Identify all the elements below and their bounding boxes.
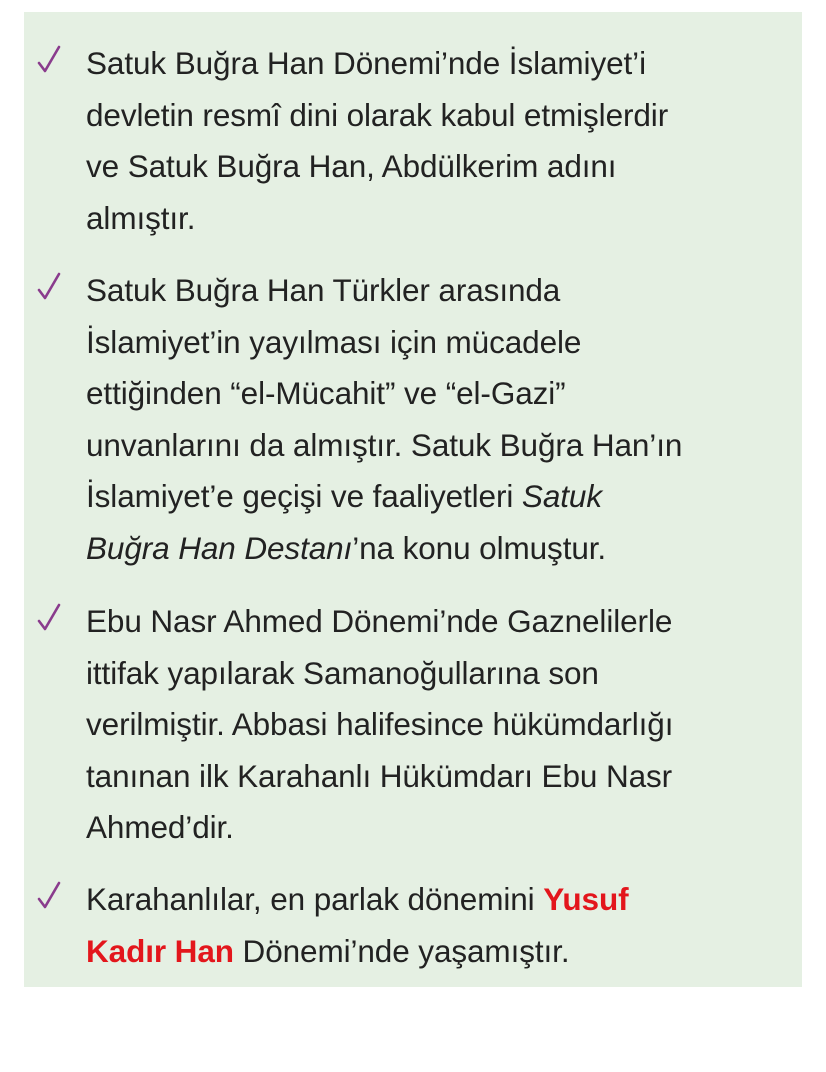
- highlighted-name: Yusuf: [543, 881, 629, 917]
- text-line: verilmiştir. Abbasi halifesince hükümdarlığı: [86, 706, 674, 742]
- check-icon: [36, 269, 62, 303]
- text-line: tanınan ilk Karahanlı Hükümdarı Ebu Nasr: [86, 757, 673, 794]
- text-line: Satuk Buğra Han Türkler arasında: [86, 272, 561, 308]
- text-line: ve Satuk Buğra Han, Abdülkerim adını: [86, 148, 617, 184]
- info-panel: [24, 12, 802, 987]
- check-icon: [36, 42, 62, 76]
- text-segment: İslamiyet’e geçişi ve faaliyetleri: [86, 478, 522, 514]
- text-line: [86, 926, 794, 978]
- text-line: Ahmed’dir.: [86, 809, 234, 845]
- text-segment: Karahanlılar, en parlak dönemini: [86, 881, 544, 917]
- text-line: devletin resmî dini olarak kabul etmişlerdir: [86, 96, 669, 133]
- text-line: almıştır.: [86, 199, 196, 236]
- item-text: [86, 874, 794, 977]
- highlighted-name: Kadır Han: [86, 932, 234, 969]
- item-text: [86, 265, 794, 574]
- epic-title: Satuk: [521, 478, 602, 514]
- item-text: [86, 596, 794, 854]
- text-line: Satuk Buğra Han Dönemi’nde İslamiyet’i: [86, 45, 646, 81]
- check-icon: [36, 878, 62, 912]
- text-line: ettiğinden “el-Mücahit” ve “el-Gazi”: [86, 375, 566, 411]
- text-line: [86, 471, 794, 523]
- check-icon: [36, 600, 62, 634]
- epic-title: Buğra Han Destanı: [86, 529, 353, 566]
- text-segment: ’na konu olmuştur.: [352, 529, 607, 566]
- text-segment: Dönemi’nde yaşamıştır.: [233, 932, 570, 969]
- text-line: [86, 523, 794, 575]
- text-line: [86, 874, 794, 926]
- text-line: ittifak yapılarak Samanoğullarına son: [86, 654, 599, 691]
- text-line: unvanlarını da almıştır. Satuk Buğra Han’ın: [86, 426, 683, 463]
- item-text: [86, 38, 794, 244]
- text-line: İslamiyet’in yayılması için mücadele: [86, 323, 582, 360]
- text-line: Ebu Nasr Ahmed Dönemi’nde Gaznelilerle: [86, 603, 673, 639]
